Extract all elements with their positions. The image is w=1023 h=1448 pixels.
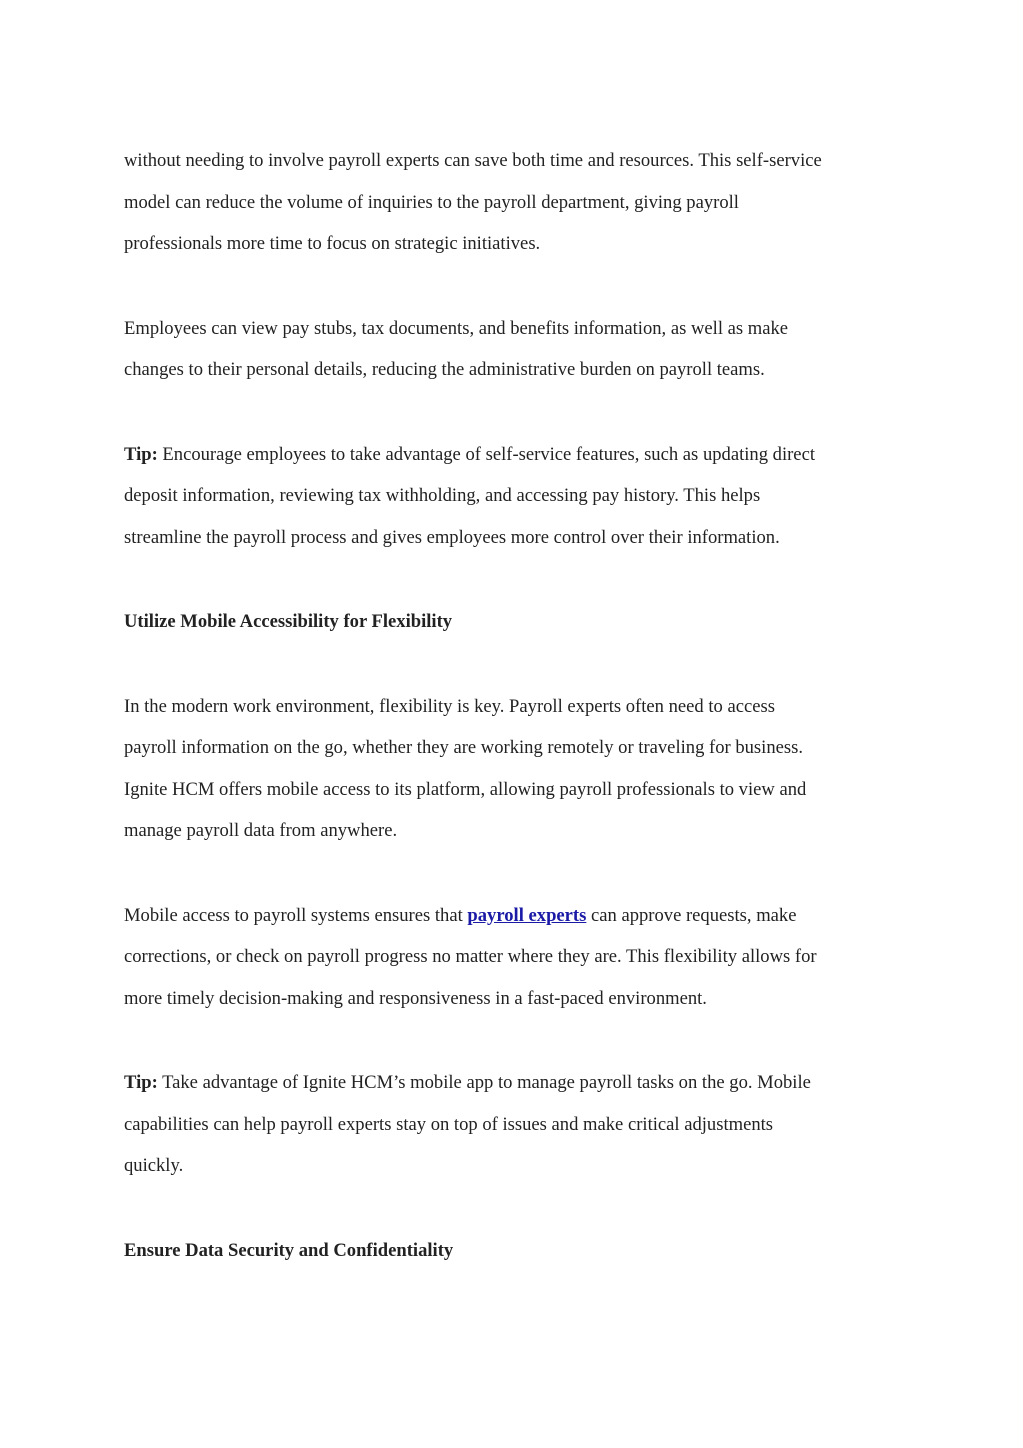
paragraph-line: streamline the payroll process and gives employees more control over their information. bbox=[124, 526, 780, 548]
paragraph-line-with-link bbox=[124, 895, 904, 937]
document-page bbox=[124, 140, 904, 1271]
tip-self-service bbox=[124, 434, 904, 559]
tip-text: Take advantage of Ignite HCM’s mobile app to manage payroll tasks on the go. Mobile bbox=[157, 1072, 811, 1093]
tip-label: Tip: bbox=[124, 443, 158, 465]
paragraph-spacer bbox=[124, 558, 904, 601]
tip-mobile-app bbox=[124, 1062, 904, 1187]
paragraph-line: changes to their personal details, reducing the administrative burden on payroll teams. bbox=[124, 359, 765, 380]
paragraph-self-service-intro bbox=[124, 140, 904, 265]
paragraph-spacer bbox=[124, 1019, 904, 1062]
tip-first-line bbox=[124, 434, 904, 476]
paragraph-line: payroll information on the go, whether they are working remotely or traveling for business. bbox=[124, 737, 804, 758]
paragraph-line: deposit information, reviewing tax withholding, and accessing pay history. This helps bbox=[124, 485, 761, 506]
paragraph-line: In the modern work environment, flexibility is key. Payroll experts often need to access bbox=[124, 695, 775, 717]
tip-first-line bbox=[124, 1062, 904, 1104]
paragraph-line: professionals more time to focus on strategic initiatives. bbox=[124, 233, 541, 254]
paragraph-mobile-flexibility bbox=[124, 686, 904, 852]
paragraph-line: Employees can view pay stubs, tax documents, and benefits information, as well as make bbox=[124, 317, 789, 339]
paragraph-mobile-access bbox=[124, 895, 904, 1020]
tip-text: Encourage employees to take advantage of self-service features, such as updating direct bbox=[157, 443, 815, 465]
section-heading-data-security: Ensure Data Security and Confidentiality bbox=[124, 1239, 454, 1261]
paragraph-line: corrections, or check on payroll progress no matter where they are. This flexibility allows for bbox=[124, 946, 817, 967]
paragraph-line: manage payroll data from anywhere. bbox=[124, 820, 398, 841]
paragraph-spacer bbox=[124, 391, 904, 434]
section-heading-mobile-accessibility: Utilize Mobile Accessibility for Flexibility bbox=[124, 611, 453, 632]
paragraph-line: quickly. bbox=[124, 1155, 184, 1176]
payroll-experts-link[interactable]: payroll experts bbox=[467, 904, 587, 926]
paragraph-line: capabilities can help payroll experts stay on top of issues and make critical adjustments bbox=[124, 1113, 774, 1135]
text-after-link: can approve requests, make bbox=[586, 904, 797, 926]
paragraph-line: without needing to involve payroll experts can save both time and resources. This self-service bbox=[124, 150, 822, 171]
paragraph-line: model can reduce the volume of inquiries to the payroll department, giving payroll bbox=[124, 191, 739, 213]
paragraph-spacer bbox=[124, 1187, 904, 1230]
tip-label: Tip: bbox=[124, 1072, 158, 1093]
paragraph-spacer bbox=[124, 265, 904, 308]
paragraph-spacer bbox=[124, 852, 904, 895]
paragraph-employee-access bbox=[124, 308, 904, 391]
paragraph-spacer bbox=[124, 643, 904, 686]
paragraph-line: Ignite HCM offers mobile access to its platform, allowing payroll professionals to view and bbox=[124, 778, 807, 800]
paragraph-line: more timely decision-making and responsiveness in a fast-paced environment. bbox=[124, 987, 707, 1009]
text-before-link: Mobile access to payroll systems ensures that bbox=[124, 904, 468, 926]
